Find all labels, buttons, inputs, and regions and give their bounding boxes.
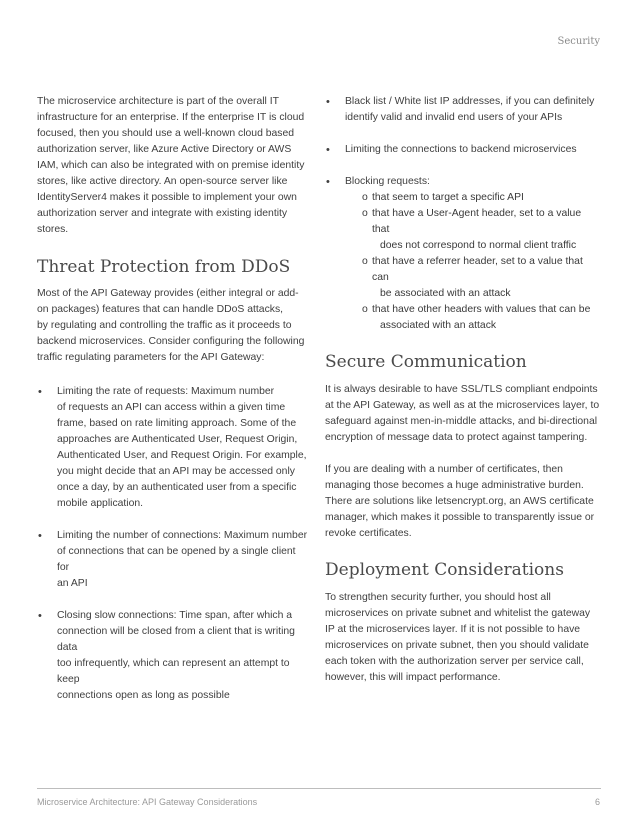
sub-item — [325, 206, 601, 254]
intro-paragraph — [37, 94, 309, 238]
deployment-considerations-paragraph — [325, 590, 601, 686]
bullet-line: once a day, by an authenticated user from a specific — [57, 482, 297, 493]
bullet-line: mobile application. — [57, 498, 144, 509]
deploy-line: To strengthen security further, you should host all — [325, 592, 551, 603]
blocking-request-subitems — [325, 190, 601, 334]
bullet-line: too infrequently, which can represent an attempt to keep — [57, 658, 290, 685]
bullet-icon: • — [38, 530, 42, 542]
blocking-list — [325, 94, 601, 190]
sub-item-marker: o — [362, 256, 368, 267]
bullet-line: identify valid and invalid end users of your APIs — [345, 112, 563, 123]
secure-communication-paragraph-2 — [325, 462, 601, 542]
secure-line: If you are dealing with a number of certificates, then — [325, 464, 563, 475]
secure-communication-paragraph-1 — [325, 382, 601, 446]
intro-line: stores, like active directory. An open-source server like — [37, 176, 288, 187]
bullet-item — [37, 384, 309, 512]
threat-line: traffic regulating parameters for the API Gateway: — [37, 352, 265, 363]
sub-item-line: that have a referrer header, set to a value that can — [372, 256, 583, 283]
bullet-item — [37, 608, 309, 704]
secure-line: at the API Gateway, as well as at the microservices layer, to — [325, 400, 600, 411]
sub-item-line: associated with an attack — [380, 320, 497, 331]
bullet-line: Closing slow connections: Time span, after which a — [57, 610, 293, 621]
bullet-line: frame, based on rate limiting approach. Some of the — [57, 418, 297, 429]
deploy-line: each token with the authorization server per service call, — [325, 656, 584, 667]
bullet-item — [325, 142, 601, 158]
sub-item — [325, 254, 601, 302]
deploy-line: IP at the microservices layer. If it is not possible to have — [325, 624, 581, 635]
intro-line: authorization server and integrate with existing identity stores. — [37, 208, 288, 235]
bullet-line: approaches are Authenticated User, Request Origin, — [57, 434, 298, 445]
sub-item-marker: o — [362, 192, 368, 203]
sub-item-marker: o — [362, 208, 368, 219]
left-column — [37, 94, 309, 704]
secure-line: encryption of message data to protect against tampering. — [325, 432, 588, 443]
sub-item — [325, 302, 601, 334]
bullet-line: an API — [57, 578, 88, 589]
secure-line: revoke certificates. — [325, 528, 412, 539]
deploy-line: microservices on private subnet, then you should validate — [325, 640, 589, 651]
bullet-line: Authenticated User, and Request Origin. For example, — [57, 450, 307, 461]
bullet-line: connections open as long as possible — [57, 690, 230, 701]
secure-line: safeguard against men-in-middle attacks, and bi-directional — [325, 416, 598, 427]
bullet-icon: • — [326, 96, 330, 108]
right-column — [325, 94, 601, 686]
bullet-line: Blocking requests: — [345, 176, 430, 187]
deployment-considerations-heading: Deployment Considerations — [325, 560, 564, 580]
sub-item-line: be associated with an attack — [380, 288, 511, 299]
threat-line: backend microservices. Consider configuring the following — [37, 336, 305, 347]
bullet-item — [325, 174, 601, 190]
running-header-section: Security — [557, 36, 600, 47]
bullet-icon: • — [38, 386, 42, 398]
deploy-line: however, this will impact performance. — [325, 672, 501, 683]
secure-line: manager, which makes it possible to transparently issue or — [325, 512, 595, 523]
threat-protection-heading: Threat Protection from DDoS — [37, 257, 291, 277]
bullet-line: connection will be closed from a client that is writing data — [57, 626, 295, 653]
threat-line: on packages) features that can handle DDoS attacks, — [37, 304, 284, 315]
bullet-line: Limiting the connections to backend microservices — [345, 144, 577, 155]
bullet-item — [325, 94, 601, 126]
footer-divider — [37, 788, 601, 789]
bullet-line: of requests an API can access within a given time — [57, 402, 286, 413]
bullet-line: Limiting the number of connections: Maximum number — [57, 530, 308, 541]
bullet-line: Black list / White list IP addresses, if you can definitely — [345, 96, 595, 107]
intro-line: IdentityServer4 makes it possible to implement your own — [37, 192, 297, 203]
secure-communication-heading: Secure Communication — [325, 352, 527, 372]
bullet-item — [37, 528, 309, 592]
bullet-line: of connections that can be opened by a single client for — [57, 546, 296, 573]
ddos-parameter-list — [37, 384, 309, 704]
intro-line: The microservice architecture is part of the overall IT — [37, 96, 279, 107]
secure-line: There are solutions like letsencrypt.org, an AWS certificate — [325, 496, 594, 507]
sub-item-line: that have other headers with values that can be — [372, 304, 591, 315]
threat-protection-paragraph — [37, 286, 309, 366]
bullet-icon: • — [38, 610, 42, 622]
bullet-line: Limiting the rate of requests: Maximum number — [57, 386, 275, 397]
sub-item-line: does not correspond to normal client traffic — [380, 240, 577, 251]
intro-line: IAM, which can also be integrated with on premise identity — [37, 160, 305, 171]
secure-line: It is always desirable to have SSL/TLS compliant endpoints — [325, 384, 598, 395]
footer-document-title: Microservice Architecture: API Gateway Considerations — [37, 797, 258, 807]
intro-line: focused, then you should use a well-known cloud based — [37, 128, 295, 139]
secure-line: managing those becomes a huge administrative burden. — [325, 480, 584, 491]
sub-item-marker: o — [362, 304, 368, 315]
bullet-icon: • — [326, 176, 330, 188]
threat-line: Most of the API Gateway provides (either integral or add- — [37, 288, 299, 299]
sub-item — [325, 190, 601, 206]
intro-line: authorization server, like Azure Active Directory or AWS — [37, 144, 292, 155]
deploy-line: microservices on private subnet and whitelist the gateway — [325, 608, 591, 619]
sub-item-line: that have a User-Agent header, set to a value that — [372, 208, 582, 235]
bullet-line: you might decide that an API may be accessed only — [57, 466, 295, 477]
sub-item-line: that seem to target a specific API — [372, 192, 524, 203]
threat-line: by regulating and controlling the traffic as it proceeds to — [37, 320, 292, 331]
intro-line: infrastructure for an enterprise. If the enterprise IT is cloud — [37, 112, 305, 123]
bullet-icon: • — [326, 144, 330, 156]
page-number: 6 — [594, 797, 600, 807]
